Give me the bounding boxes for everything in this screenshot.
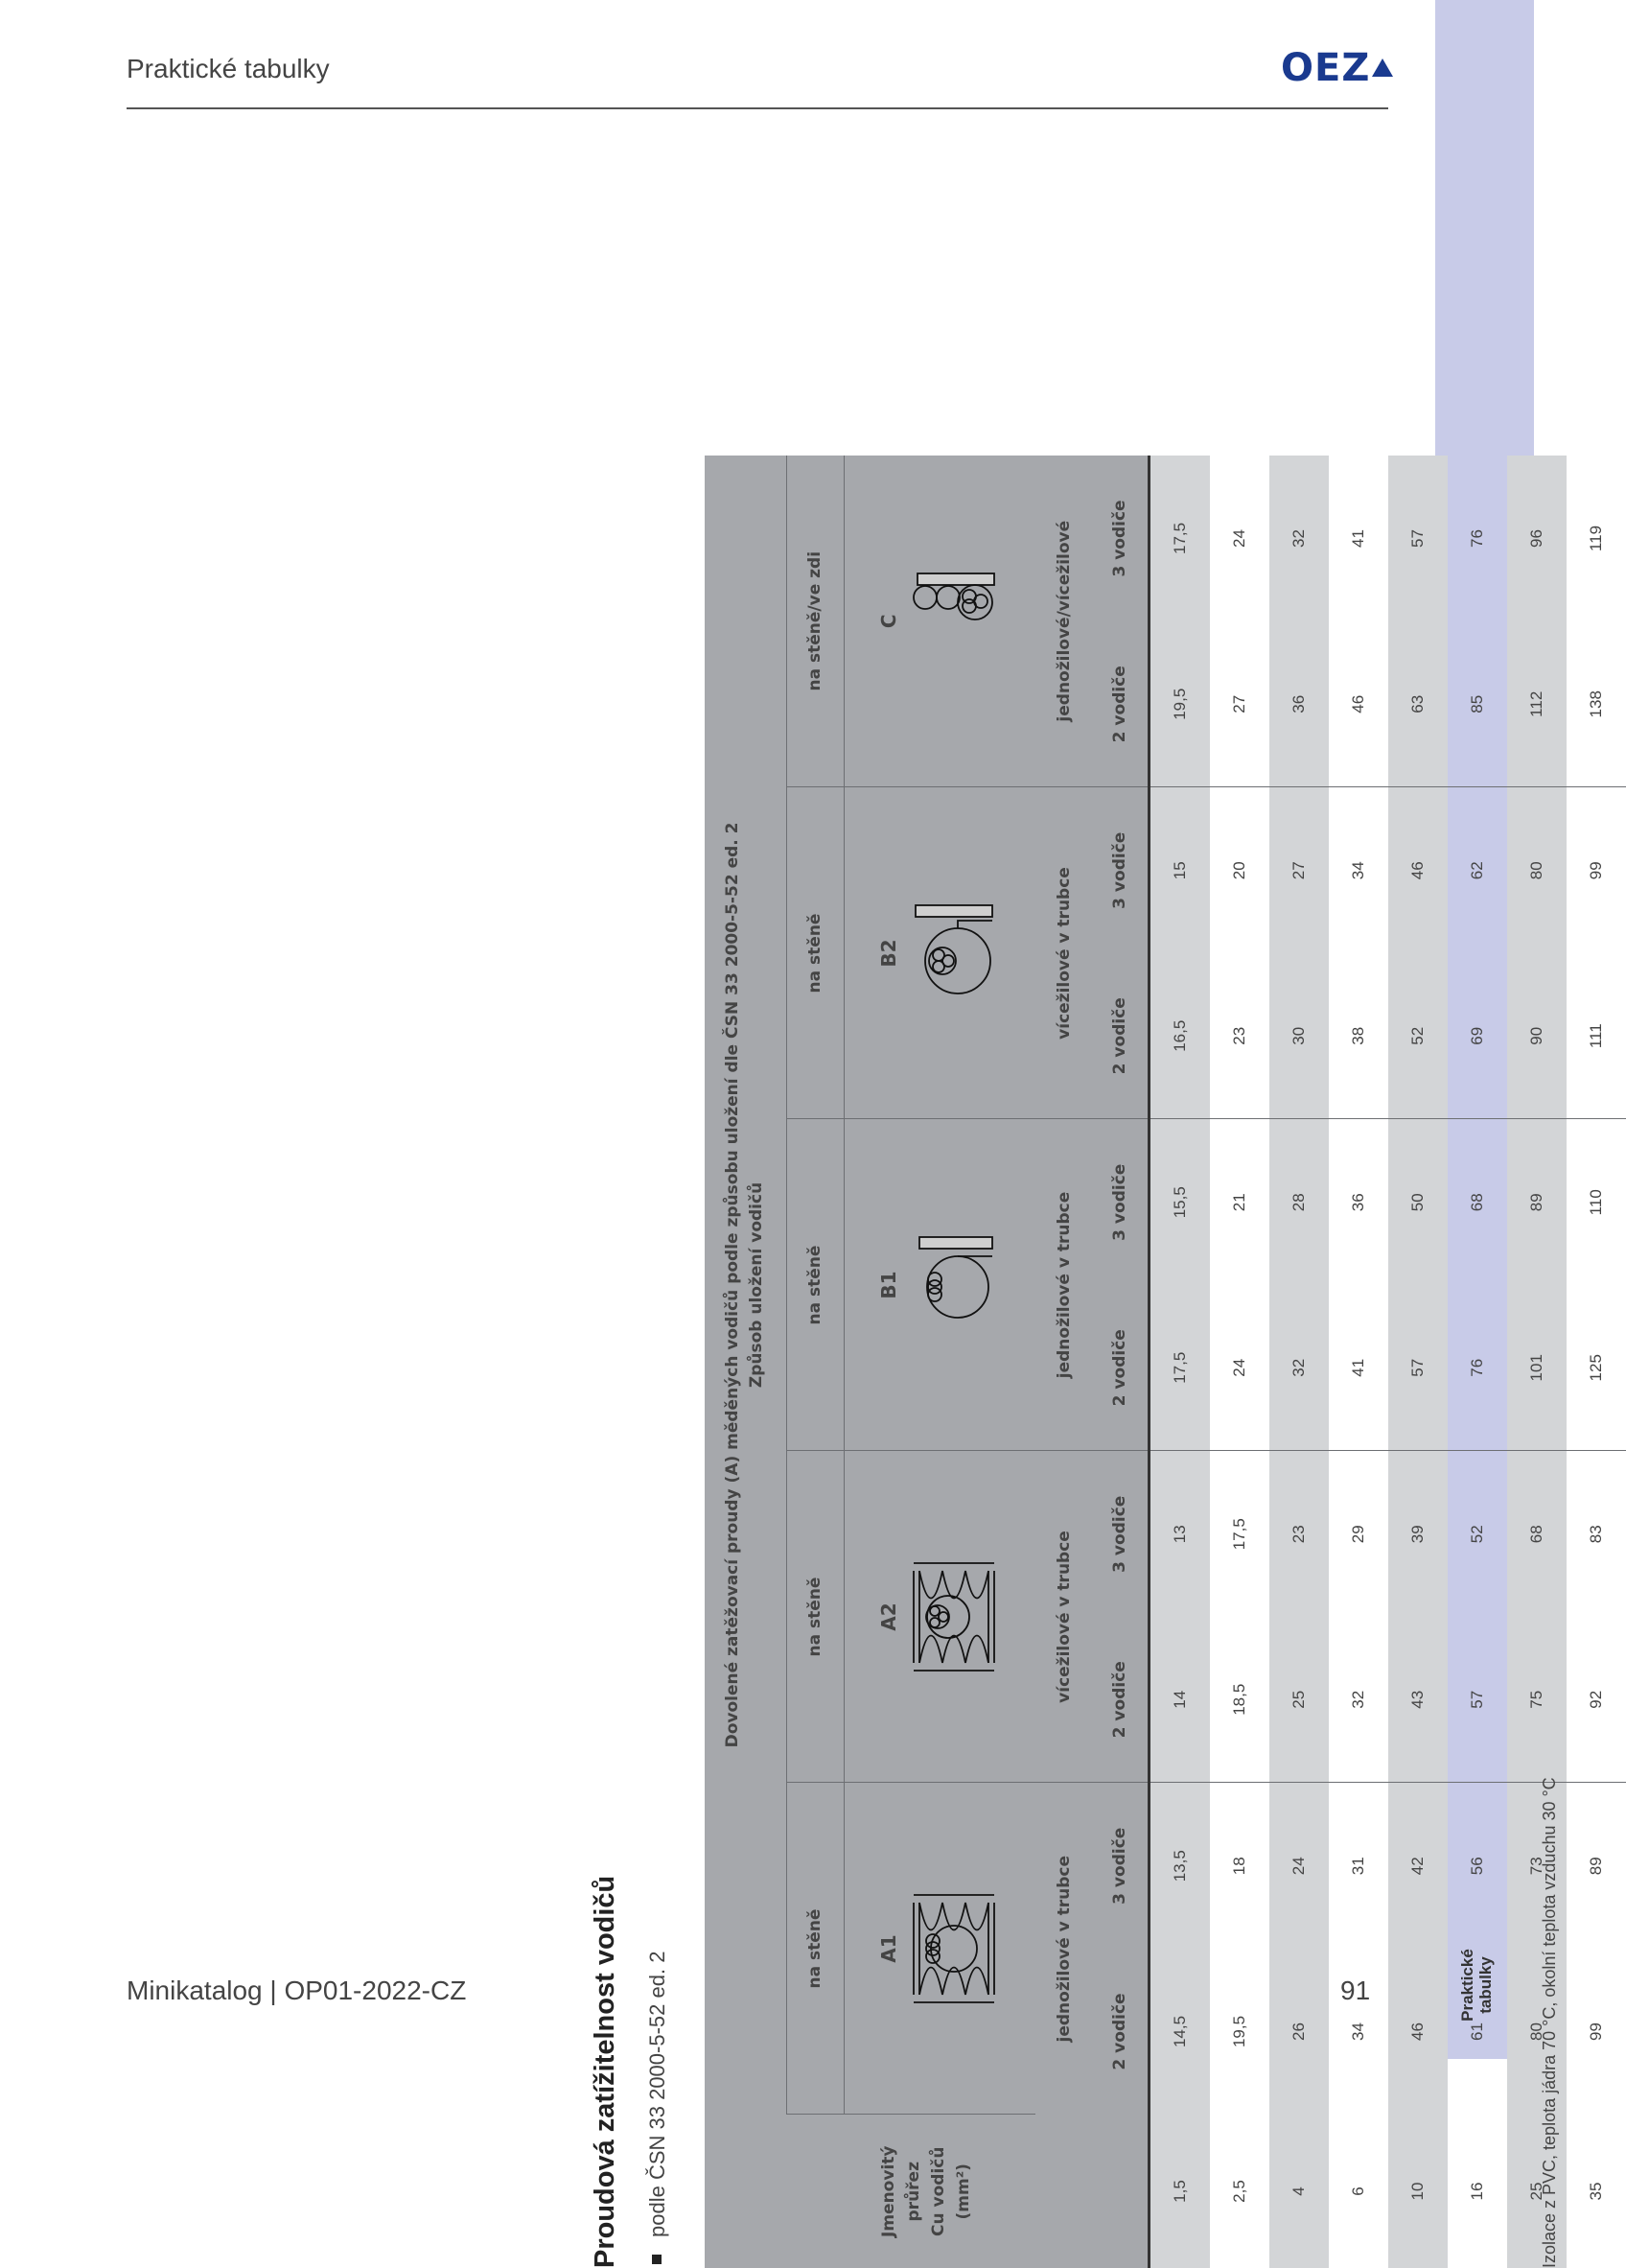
value-cell: 57 <box>1388 1285 1448 1451</box>
table-row <box>1149 456 1210 2268</box>
value-cell: 30 <box>1269 953 1329 1119</box>
cross-section-header: Jmenovitý průřez Cu vodičů (mm²) <box>705 2115 1149 2268</box>
cross-section-cell: 16 <box>1467 2182 1486 2201</box>
value-cell: 20 <box>1229 861 1248 880</box>
value-cell: 89 <box>1586 1857 1605 1876</box>
method-code-c: C <box>877 614 901 629</box>
value-cell: 80 <box>1507 787 1567 953</box>
method-c-icon <box>906 554 1002 689</box>
method-b2-icon <box>906 886 1002 1020</box>
location-a1: na stěně <box>786 1783 844 2115</box>
value-cell: 99 <box>1586 2022 1605 2041</box>
count-a1-3: 3 vodiče <box>1093 1783 1149 1949</box>
value-cell: 25 <box>1269 1617 1329 1783</box>
value-cell: 52 <box>1388 953 1448 1119</box>
method-b2-cell <box>844 787 1035 1119</box>
table-row <box>1210 456 1269 2268</box>
logo-triangle-icon <box>1372 58 1393 77</box>
value-cell: 18,5 <box>1210 1617 1269 1783</box>
oez-logo <box>1281 46 1393 90</box>
value-cell: 89 <box>1507 1119 1567 1285</box>
value-cell: 76 <box>1448 1285 1507 1451</box>
value-cell: 96 <box>1507 456 1567 621</box>
location-b2: na stěně <box>786 787 844 1119</box>
value-cell: 101 <box>1507 1285 1567 1451</box>
value-cell: 138 <box>1567 621 1626 787</box>
value-cell: 46 <box>1329 621 1388 787</box>
method-code-b1: B1 <box>877 1271 901 1299</box>
value-cell: 85 <box>1448 621 1507 787</box>
value-cell: 63 <box>1388 621 1448 787</box>
value-cell: 68 <box>1467 1193 1486 1212</box>
table-row <box>1388 456 1448 2268</box>
value-cell: 24 <box>1210 1285 1269 1451</box>
count-a1-2: 2 vodiče <box>1093 1949 1149 2115</box>
count-a2-2: 2 vodiče <box>1093 1617 1149 1783</box>
cross-section-cell: 2,5 <box>1229 2180 1248 2203</box>
value-cell: 69 <box>1448 953 1507 1119</box>
value-cell: 125 <box>1567 1285 1626 1451</box>
value-cell: 15 <box>1149 787 1210 953</box>
value-cell: 36 <box>1269 621 1329 787</box>
value-cell: 34 <box>1348 861 1367 880</box>
value-cell: 27 <box>1210 621 1269 787</box>
ampacity-table <box>705 456 1626 2268</box>
value-cell: 46 <box>1388 1949 1448 2115</box>
type-c: jednožilové/vícežilové <box>1035 456 1093 787</box>
value-cell: 56 <box>1467 1857 1486 1876</box>
value-cell: 62 <box>1467 861 1486 880</box>
value-cell: 26 <box>1269 1949 1329 2115</box>
count-b2-3: 3 vodiče <box>1093 787 1149 953</box>
value-cell: 46 <box>1388 787 1448 953</box>
value-cell: 41 <box>1348 529 1367 548</box>
type-b1: jednožilové v trubce <box>1035 1119 1093 1451</box>
method-c-cell <box>844 456 1035 787</box>
value-cell: 14 <box>1149 1617 1210 1783</box>
value-cell: 17,5 <box>1149 1285 1210 1451</box>
value-cell: 13 <box>1149 1451 1210 1617</box>
value-cell: 15,5 <box>1149 1119 1210 1285</box>
method-a2-icon <box>906 1550 1002 1684</box>
value-cell: 27 <box>1269 787 1329 953</box>
value-cell: 14,5 <box>1149 1949 1210 2115</box>
method-a1-icon <box>906 1882 1002 2016</box>
value-cell: 36 <box>1348 1193 1367 1212</box>
value-cell: 61 <box>1467 2022 1486 2041</box>
cross-section-cell: 1,5 <box>1149 2115 1210 2268</box>
table-row <box>1567 456 1626 2268</box>
cross-section-cell: 6 <box>1348 2186 1367 2196</box>
side-tab-label: Praktické tabulky <box>1458 1949 1495 2022</box>
value-cell: 57 <box>1448 1617 1507 1783</box>
value-cell: 73 <box>1507 1783 1567 1949</box>
value-cell: 42 <box>1388 1783 1448 1949</box>
value-cell: 83 <box>1586 1525 1605 1544</box>
value-cell: 19,5 <box>1229 2015 1248 2048</box>
count-b1-2: 2 vodiče <box>1093 1285 1149 1451</box>
type-a1: jednožilové v trubce <box>1035 1783 1093 2115</box>
value-cell: 92 <box>1567 1617 1626 1783</box>
count-c-2: 2 vodiče <box>1093 621 1149 787</box>
value-cell: 50 <box>1388 1119 1448 1285</box>
value-cell: 17,5 <box>1229 1518 1248 1551</box>
value-cell: 18 <box>1229 1857 1248 1876</box>
method-code-b2: B2 <box>877 939 901 968</box>
value-cell: 39 <box>1388 1451 1448 1617</box>
value-cell: 28 <box>1269 1119 1329 1285</box>
bullet-text: podle ČSN 33 2000-5-52 ed. 2 <box>645 1951 669 2237</box>
bullet-square-icon <box>652 2255 662 2264</box>
value-cell: 23 <box>1210 953 1269 1119</box>
value-cell: 41 <box>1329 1285 1388 1451</box>
footer-catalog: Minikatalog | OP01-2022-CZ <box>127 1976 467 2005</box>
method-b1-cell <box>844 1119 1035 1451</box>
location-b1: na stěně <box>786 1119 844 1451</box>
value-cell: 111 <box>1567 953 1626 1119</box>
value-cell: 24 <box>1269 1783 1329 1949</box>
value-cell: 99 <box>1586 861 1605 880</box>
count-c-3: 3 vodiče <box>1093 456 1149 621</box>
section-title: Proudová zatížitelnost vodičů <box>590 1875 620 2268</box>
location-c: na stěně/ve zdi <box>786 456 844 787</box>
value-cell: 68 <box>1507 1451 1567 1617</box>
header-divider <box>127 107 1388 109</box>
value-cell: 23 <box>1269 1451 1329 1617</box>
method-code-a1: A1 <box>877 1934 901 1963</box>
count-b2-2: 2 vodiče <box>1093 953 1149 1119</box>
page-number: 91 <box>1340 1976 1371 2005</box>
bullet-item <box>645 1952 670 2268</box>
cross-section-cell: 4 <box>1269 2115 1329 2268</box>
value-cell: 32 <box>1269 1285 1329 1451</box>
rotated-content <box>590 500 1605 2268</box>
value-cell: 57 <box>1388 456 1448 621</box>
cross-section-cell: 35 <box>1586 2182 1605 2201</box>
table-row <box>1448 456 1507 2268</box>
value-cell: 76 <box>1467 529 1486 548</box>
value-cell: 32 <box>1329 1617 1388 1783</box>
count-a2-3: 3 vodiče <box>1093 1451 1149 1617</box>
cross-section-cell: 10 <box>1388 2115 1448 2268</box>
value-cell: 34 <box>1348 2022 1367 2041</box>
value-cell: 90 <box>1507 953 1567 1119</box>
value-cell: 52 <box>1467 1525 1486 1544</box>
value-cell: 43 <box>1388 1617 1448 1783</box>
method-b1-icon <box>906 1218 1002 1352</box>
value-cell: 31 <box>1348 1857 1367 1876</box>
page-header-title: Praktické tabulky <box>127 54 330 83</box>
value-cell: 32 <box>1269 456 1329 621</box>
logo-text: OEZ <box>1281 46 1371 90</box>
type-b2: vícežilové v trubce <box>1035 787 1093 1119</box>
value-cell: 110 <box>1586 1189 1605 1216</box>
cross-section-cell: 25 <box>1507 2115 1567 2268</box>
value-cell: 16,5 <box>1149 953 1210 1119</box>
value-cell: 24 <box>1229 529 1248 548</box>
value-cell: 75 <box>1507 1617 1567 1783</box>
location-a2: na stěně <box>786 1451 844 1783</box>
count-b1-3: 3 vodiče <box>1093 1119 1149 1285</box>
table-note: Izolace z PVC, teplota jádra 70 °C, okolní teplota vzduchu 30 °C <box>1540 1777 1559 2268</box>
table-row <box>1269 456 1329 2268</box>
main-header: Dovolené zatěžovací proudy (A) měděných vodičů podle způsobu uložení dle ČSN 33 2000-5-52 ed. 2 Způsob uložení vodičů <box>705 456 786 2115</box>
value-cell: 38 <box>1329 953 1388 1119</box>
value-cell: 17,5 <box>1149 456 1210 621</box>
method-a2-cell <box>844 1451 1035 1783</box>
value-cell: 80 <box>1507 1949 1567 2115</box>
method-a1-cell <box>844 1783 1035 2115</box>
value-cell: 21 <box>1229 1193 1248 1212</box>
value-cell: 13,5 <box>1149 1783 1210 1949</box>
value-cell: 112 <box>1507 621 1567 787</box>
value-cell: 119 <box>1586 525 1605 552</box>
method-code-a2: A2 <box>877 1602 901 1631</box>
type-a2: vícežilové v trubce <box>1035 1451 1093 1783</box>
value-cell: 29 <box>1348 1525 1367 1544</box>
value-cell: 19,5 <box>1149 621 1210 787</box>
